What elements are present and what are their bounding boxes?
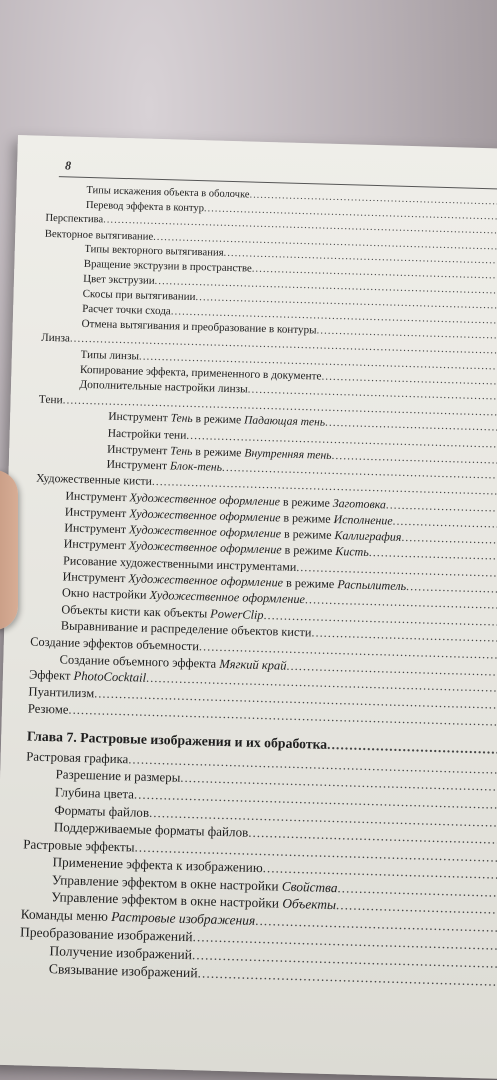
toc-entry-text: Настройки тени — [107, 426, 187, 442]
toc-entry-text: Управление эффектом в окне настройки — [51, 871, 283, 894]
toc-entry-text: Рисование художественными инструментами — [62, 553, 297, 574]
toc-entry-title — [86, 185, 249, 201]
toc-entry-title — [108, 411, 325, 429]
toc-entry-italic-text: PhotoCocktail — [73, 669, 147, 686]
toc-entry-title — [39, 394, 63, 407]
leader-dots — [401, 530, 497, 548]
toc-entry-italic-text: Исполнение — [333, 512, 393, 528]
toc-entry-text: в режиме — [192, 444, 245, 460]
toc-entry-title — [84, 258, 252, 275]
toc-entry-text: Расчет точки схода — [82, 302, 171, 318]
toc-entry-text: Типы искажения объекта в оболочке — [86, 184, 250, 201]
toc-entry-text: Отмена вытягивания и преобразование в контуры — [81, 318, 317, 337]
toc-entry-text: в режиме — [281, 542, 336, 559]
toc-entry-text: Инструмент — [106, 442, 171, 458]
book-page — [0, 135, 497, 1079]
toc-entry-title — [26, 750, 128, 768]
toc-entry-text: Линза — [40, 332, 71, 345]
toc-entry-italic-text: Мягкий край — [219, 656, 287, 673]
toc-entry-title — [30, 634, 199, 654]
toc-entry-text: Растровые эффекты — [23, 835, 135, 855]
toc-entry-text: Связывание изображений — [48, 960, 198, 980]
toc-entry-italic-text: Художественное оформление — [129, 490, 281, 509]
toc-entry-text: Преобразование изображений — [19, 924, 193, 944]
toc-entry-title — [108, 427, 187, 442]
leader-dots — [327, 737, 497, 758]
toc-entry-italic-text: Растровые изображения — [111, 908, 256, 928]
toc-entry-text: в режиме — [280, 526, 335, 543]
toc-entry-title — [45, 213, 103, 226]
toc-entry-italic-text: Блок-тень — [169, 459, 223, 475]
toc-entry-italic-text: Тень — [170, 412, 193, 426]
toc-entry-title — [84, 243, 224, 259]
toc-entry-italic-text: Распылитель — [337, 577, 407, 594]
toc-entry-text: Глава 7. Растровые изображения и их обработка — [26, 728, 328, 752]
toc-entry-text: Разрешение и размеры — [55, 767, 181, 786]
toc-entry-italic-text: Художественное оформление — [128, 522, 282, 541]
toc-entry-italic-text: Тень — [169, 444, 193, 458]
toc-entry-title — [106, 458, 222, 474]
toc-entry-title — [83, 288, 196, 303]
toc-entry-title — [45, 228, 154, 243]
toc-entry-italic-text: Художественное оформление — [128, 571, 284, 590]
toc-entry-text: Художественные кисти — [35, 471, 153, 489]
toc-entry-text: Копирование эффекта, примененного в документе — [79, 363, 322, 383]
toc-entry-title — [80, 348, 139, 362]
toc-entry-text: в режиме — [279, 494, 334, 511]
toc-entry-text: Инструмент — [108, 411, 171, 425]
toc-entry-italic-text: Художественное оформление — [128, 538, 282, 557]
toc-entry-title — [55, 768, 180, 786]
toc-entry-text: Дополнительные настройки линзы — [79, 379, 248, 396]
toc-entry-title — [54, 802, 149, 821]
toc-entry-text: Поддерживаемые форматы файлов — [53, 819, 249, 840]
toc-entry-italic-text: PowerClip — [210, 606, 264, 622]
toc-entry-title — [86, 199, 204, 213]
toc-entry-italic-text: Падающая тень — [243, 414, 326, 430]
toc-entry-text: Пуантилизм — [28, 684, 95, 701]
toc-entry-text: Инструмент — [106, 458, 171, 473]
toc-entry-text: Получение изображений — [49, 942, 193, 962]
toc-entry-text: Резюме — [27, 701, 69, 717]
toc-entry-text: Инструмент — [64, 520, 130, 537]
toc-entry-text: Глубина цвета — [54, 784, 135, 802]
toc-entry-italic-text: Свойства — [281, 878, 338, 895]
toc-entry-title — [79, 379, 248, 396]
toc-entry-text: Перевод эффекта в контур — [85, 199, 205, 214]
thumb — [0, 470, 18, 630]
toc-entry-title — [49, 943, 192, 963]
toc-entry-italic-text: Кисть — [335, 544, 369, 560]
toc-entry-text: в режиме — [192, 413, 245, 427]
toc-entry-text: в режиме — [282, 575, 338, 592]
toc-entry-text: Векторное вытягивание — [44, 227, 154, 243]
toc-entry-title — [83, 273, 155, 287]
toc-entry-text: Инструмент — [62, 569, 129, 586]
toc-entry-italic-text: Внутренняя тень — [244, 446, 332, 462]
toc-entry-title — [36, 472, 152, 488]
toc-entry-title — [29, 668, 146, 686]
toc-entry-text: Форматы файлов — [54, 802, 150, 820]
toc-entry-text: Цвет экструзии — [83, 273, 155, 287]
toc-entry-text: Растровая графика — [26, 749, 129, 767]
toc-entry-italic-text: Художественное оформление — [149, 588, 306, 607]
toc-entry-title — [82, 303, 171, 317]
toc-entry-title — [49, 961, 198, 981]
toc-entry-text: Типы векторного вытягивания — [84, 243, 224, 260]
toc-entry-text: Применение эффекта к изображению — [52, 854, 263, 876]
toc-entry-text: Объекты кисти как объекты — [61, 602, 211, 621]
toc-entry-text: Инструмент — [63, 536, 130, 553]
toc-entry-italic-text: Заготовка — [332, 496, 387, 512]
toc-entry-text: в режиме — [280, 510, 334, 527]
toc-entry-title — [20, 924, 193, 945]
toc-entry-title — [28, 702, 69, 718]
toc-entry-text: Инструмент — [65, 488, 130, 505]
toc-entry-title — [28, 685, 94, 702]
toc-entry-italic-text: Каллиграфия — [334, 528, 402, 545]
toc-entry-text: Создание эффектов объемности — [30, 634, 200, 654]
toc-entry-italic-text: Объекты — [282, 895, 337, 913]
toc-entry-title — [41, 332, 70, 345]
toc-entry-text: Управление эффектом в окне настройки — [51, 889, 283, 911]
toc-entry-text: Создание объемного эффекта — [59, 651, 220, 671]
toc-entry-title — [27, 729, 328, 753]
toc-entry-italic-text: Художественное оформление — [129, 506, 281, 525]
page-number: 8 — [64, 158, 72, 173]
toc-entry-text: Выравнивание и распределение объектов кисти — [60, 618, 312, 640]
toc-entry-text: Окно настройки — [61, 585, 150, 603]
toc-entry-text: Команды меню — [20, 906, 112, 924]
toc-entry-title — [55, 785, 134, 803]
leader-dots — [406, 579, 497, 597]
toc-entry-text: Эффект — [28, 667, 74, 684]
toc-entry-text: Вращение экструзии в пространстве — [83, 258, 252, 275]
toc-entry-title — [23, 836, 135, 855]
leader-dots — [321, 371, 497, 389]
toc-entry-text: Перспектива — [45, 212, 104, 226]
table-of-contents — [18, 135, 497, 980]
leader-dots — [325, 417, 497, 434]
toc-entry-text: Инструмент — [64, 504, 130, 521]
toc-entry-text: Скосы при вытягивании — [82, 287, 196, 304]
toc-entry-text: Типы линзы — [80, 348, 140, 363]
toc-entry-text: Тени — [38, 393, 63, 407]
